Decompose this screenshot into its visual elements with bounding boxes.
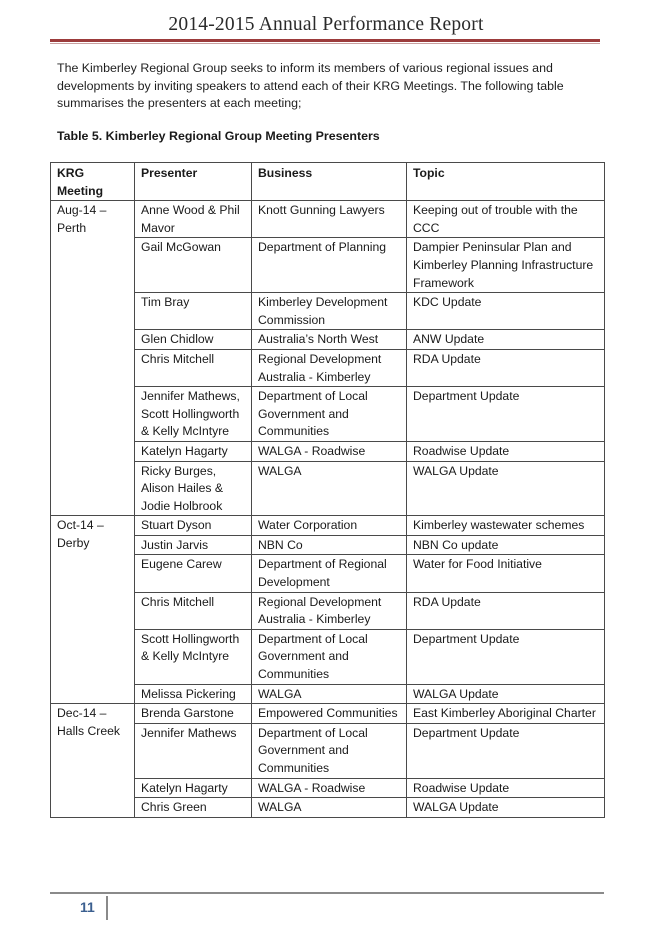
page-number-divider — [106, 896, 108, 920]
business-cell: Regional Development Australia - Kimberley — [252, 349, 407, 386]
table-row — [51, 704, 605, 724]
topic-cell: Dampier Peninsular Plan and Kimberley Planning Infrastructure Framework — [407, 238, 605, 293]
presenter-cell: Stuart Dyson — [135, 516, 252, 536]
business-cell: WALGA - Roadwise — [252, 441, 407, 461]
topic-cell: Roadwise Update — [407, 778, 605, 798]
business-cell: Australia’s North West — [252, 330, 407, 350]
table-row — [51, 592, 605, 629]
business-cell: WALGA — [252, 461, 407, 516]
header-rule — [50, 39, 600, 42]
business-cell: Regional Development Australia - Kimberley — [252, 592, 407, 629]
header-rule-thin — [50, 43, 600, 44]
footer-rule — [50, 892, 604, 894]
topic-cell: Keeping out of trouble with the CCC — [407, 201, 605, 238]
topic-cell: Department Update — [407, 723, 605, 778]
table-row — [51, 330, 605, 350]
business-cell: Empowered Communities — [252, 704, 407, 724]
business-cell: Department of Regional Development — [252, 555, 407, 592]
table-row — [51, 798, 605, 818]
topic-cell: East Kimberley Aboriginal Charter — [407, 704, 605, 724]
presenter-cell: Ricky Burges, Alison Hailes & Jodie Holbrook — [135, 461, 252, 516]
table-row — [51, 293, 605, 330]
table-row — [51, 723, 605, 778]
table-row — [51, 684, 605, 704]
table-caption: Table 5. Kimberley Regional Group Meeting Presenters — [57, 129, 380, 143]
business-cell: Department of Local Government and Communities — [252, 629, 407, 684]
topic-cell: KDC Update — [407, 293, 605, 330]
topic-cell: RDA Update — [407, 592, 605, 629]
table-row — [51, 238, 605, 293]
topic-cell: NBN Co update — [407, 535, 605, 555]
business-cell: Kimberley Development Commission — [252, 293, 407, 330]
presenter-cell: Scott Hollingworth & Kelly McIntyre — [135, 629, 252, 684]
table-row — [51, 516, 605, 536]
table-body — [51, 201, 605, 818]
topic-cell: RDA Update — [407, 349, 605, 386]
presenter-cell: Gail McGowan — [135, 238, 252, 293]
presenter-cell: Chris Mitchell — [135, 592, 252, 629]
table-row — [51, 555, 605, 592]
topic-cell: Department Update — [407, 629, 605, 684]
page-number: 11 — [80, 899, 95, 915]
topic-cell: WALGA Update — [407, 684, 605, 704]
table-row — [51, 441, 605, 461]
intro-paragraph: The Kimberley Regional Group seeks to inform its members of various regional issues and developments by inviting speakers to attend each of their KRG Meetings. The following table summarises the presenters at each meeting; — [57, 61, 564, 111]
presenter-cell: Glen Chidlow — [135, 330, 252, 350]
presenter-cell: Chris Mitchell — [135, 349, 252, 386]
presenter-cell: Jennifer Mathews — [135, 723, 252, 778]
presenter-cell: Eugene Carew — [135, 555, 252, 592]
presenter-cell: Katelyn Hagarty — [135, 441, 252, 461]
table-row — [51, 387, 605, 442]
meeting-cell: Dec-14 – Halls Creek — [51, 704, 135, 818]
business-cell: WALGA — [252, 684, 407, 704]
topic-cell: WALGA Update — [407, 798, 605, 818]
business-cell: Department of Local Government and Communities — [252, 387, 407, 442]
meeting-cell: Aug-14 – Perth — [51, 201, 135, 516]
business-cell: NBN Co — [252, 535, 407, 555]
presenter-cell: Katelyn Hagarty — [135, 778, 252, 798]
business-cell: WALGA - Roadwise — [252, 778, 407, 798]
topic-cell: ANW Update — [407, 330, 605, 350]
presenter-cell: Jennifer Mathews, Scott Hollingworth & Kelly McIntyre — [135, 387, 252, 442]
column-header-presenter: Presenter — [135, 163, 252, 201]
presenters-table — [50, 162, 605, 818]
column-header-meeting: KRG Meeting — [51, 163, 135, 201]
table-row — [51, 629, 605, 684]
column-header-topic: Topic — [407, 163, 605, 201]
table-row — [51, 201, 605, 238]
topic-cell: Roadwise Update — [407, 441, 605, 461]
page-header-title: 2014-2015 Annual Performance Report — [168, 14, 484, 35]
presenter-cell: Anne Wood & Phil Mavor — [135, 201, 252, 238]
presenter-cell: Brenda Garstone — [135, 704, 252, 724]
business-cell: Department of Planning — [252, 238, 407, 293]
business-cell: Water Corporation — [252, 516, 407, 536]
presenter-cell: Chris Green — [135, 798, 252, 818]
table-row — [51, 535, 605, 555]
presenter-cell: Melissa Pickering — [135, 684, 252, 704]
presenter-cell: Justin Jarvis — [135, 535, 252, 555]
topic-cell: Kimberley wastewater schemes — [407, 516, 605, 536]
business-cell: WALGA — [252, 798, 407, 818]
topic-cell: Water for Food Initiative — [407, 555, 605, 592]
table-header-row — [51, 163, 605, 201]
table-row — [51, 461, 605, 516]
presenter-cell: Tim Bray — [135, 293, 252, 330]
business-cell: Knott Gunning Lawyers — [252, 201, 407, 238]
topic-cell: WALGA Update — [407, 461, 605, 516]
meeting-cell: Oct-14 – Derby — [51, 516, 135, 704]
column-header-business: Business — [252, 163, 407, 201]
table-row — [51, 349, 605, 386]
table-row — [51, 778, 605, 798]
business-cell: Department of Local Government and Communities — [252, 723, 407, 778]
topic-cell: Department Update — [407, 387, 605, 442]
